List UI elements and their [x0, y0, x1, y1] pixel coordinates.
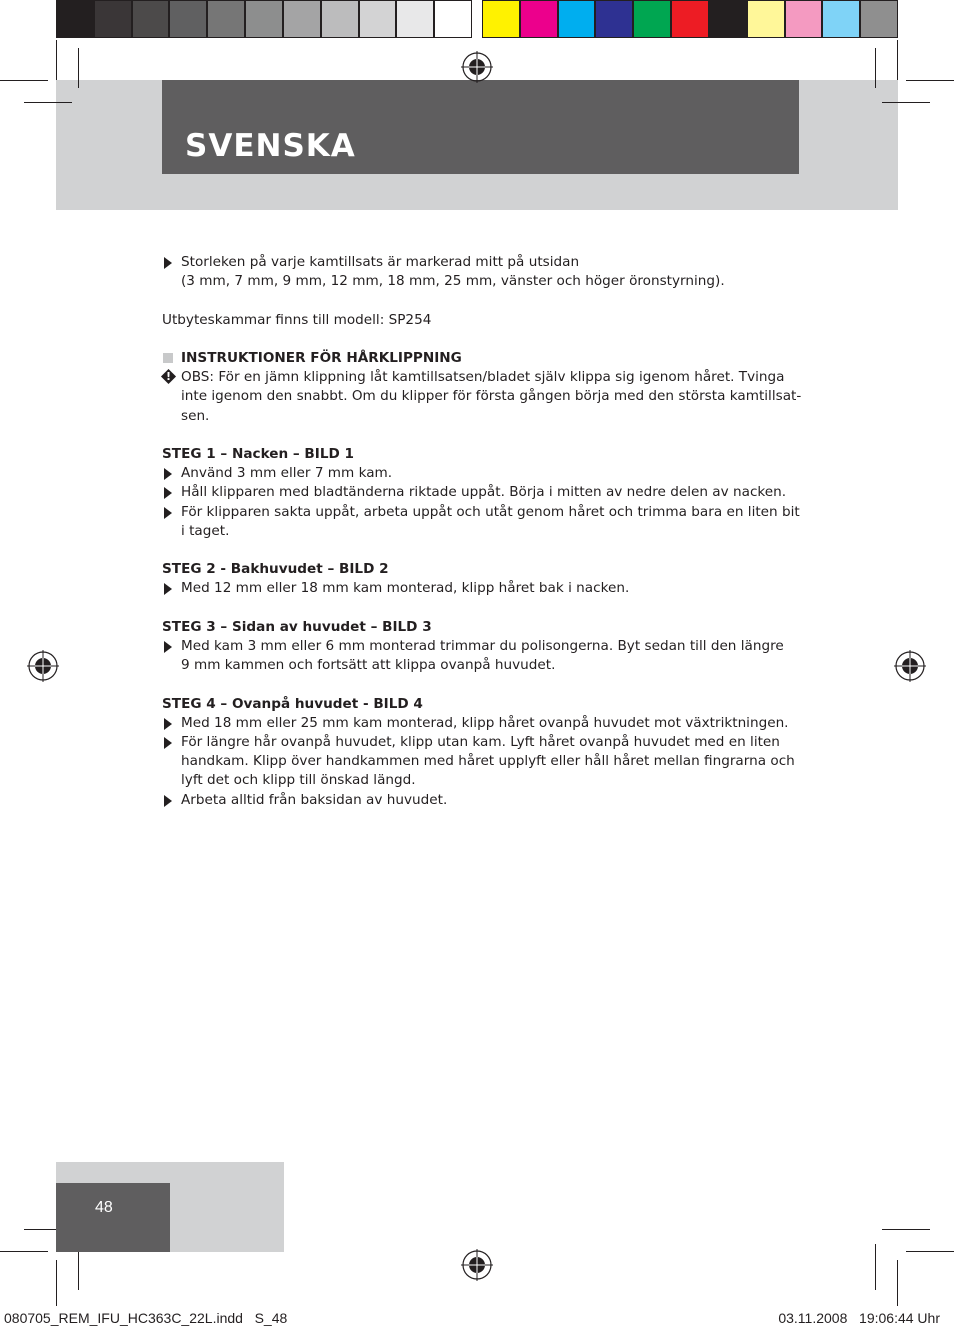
color-swatch — [56, 0, 94, 38]
step4-heading: STEG 4 – Ovanpå huvudet - BILD 4 — [162, 695, 423, 712]
color-swatch — [822, 0, 860, 38]
list-item: Storleken på varje kamtillsats är markerad mitt på utsidan — [162, 253, 802, 272]
replacement-combs-note: Utbyteskammar finns till modell: SP254 — [162, 311, 432, 328]
color-swatch — [434, 0, 472, 38]
color-swatch — [94, 0, 132, 38]
color-swatch — [132, 0, 170, 38]
bullet-arrow-icon — [164, 468, 172, 480]
list-item-continuation: lyft det och klipp till önskad längd. — [181, 772, 416, 789]
color-swatch — [671, 0, 709, 38]
registration-mark-icon — [894, 650, 926, 682]
bullet-arrow-icon — [164, 718, 172, 730]
body-content — [162, 253, 802, 810]
color-swatch — [359, 0, 397, 38]
bullet-arrow-icon — [164, 507, 172, 519]
process-color-bar — [482, 0, 898, 40]
step2-heading: STEG 2 - Bakhuvudet – BILD 2 — [162, 561, 389, 578]
color-swatch — [785, 0, 823, 38]
color-swatch — [396, 0, 434, 38]
list-item-continuation: (3 mm, 7 mm, 9 mm, 12 mm, 18 mm, 25 mm, vänster och höger öronstyrning). — [181, 273, 725, 290]
slug-filename: 080705_REM_IFU_HC363C_22L.indd S_48 — [4, 1310, 288, 1326]
step3-heading: STEG 3 – Sidan av huvudet – BILD 3 — [162, 618, 432, 635]
page-number: 48 — [95, 1199, 113, 1216]
obs-note: ! OBS: För en jämn klippning låt kamtillsatsen/bladet själv klippa sig igenom håret. Tvinga — [162, 368, 802, 387]
registration-mark-icon — [27, 650, 59, 682]
color-swatch — [520, 0, 558, 38]
bullet-arrow-icon — [164, 737, 172, 749]
list-item-continuation: 9 mm kammen och fortsätt att klippa ovanpå huvudet. — [181, 657, 556, 674]
bullet-arrow-icon — [164, 257, 172, 269]
color-swatch — [169, 0, 207, 38]
slug-timestamp: 03.11.2008 19:06:44 Uhr — [778, 1310, 940, 1326]
color-swatch — [633, 0, 671, 38]
bullet-arrow-icon — [164, 641, 172, 653]
list-item-continuation: i taget. — [181, 522, 230, 539]
obs-note-continuation: sen. — [181, 407, 210, 424]
color-swatch — [245, 0, 283, 38]
section-heading: INSTRUKTIONER FÖR HÅRKLIPPNING — [162, 349, 802, 368]
color-swatch — [321, 0, 359, 38]
list-item: För längre hår ovanpå huvudet, klipp utan kam. Lyft håret ovanpå huvudet med en liten — [162, 733, 802, 752]
registration-mark-icon — [461, 51, 493, 83]
bullet-arrow-icon — [164, 583, 172, 595]
list-item: Håll klipparen med bladtänderna riktade uppåt. Börja i mitten av nedre delen av nacken. — [162, 483, 802, 502]
list-item: Använd 3 mm eller 7 mm kam. — [162, 464, 802, 483]
list-item: Med 12 mm eller 18 mm kam monterad, klipp håret bak i nacken. — [162, 579, 802, 598]
color-swatch — [595, 0, 633, 38]
color-swatch — [747, 0, 785, 38]
page-number-box — [56, 1183, 170, 1252]
list-item: För klipparen sakta uppåt, arbeta uppåt och utåt genom håret och trimma bara en liten bit — [162, 503, 802, 522]
square-bullet-icon — [163, 353, 173, 363]
color-swatch — [207, 0, 245, 38]
list-item-continuation: handkam. Klipp över handkammen med håret upplyft eller håll håret mellan fingrarna och — [181, 753, 795, 770]
bullet-arrow-icon — [164, 795, 172, 807]
obs-note-continuation: inte igenom den snabbt. Om du klipper för första gången börja med den största kamtillsat- — [181, 388, 802, 405]
grayscale-color-bar — [56, 0, 472, 40]
list-item: Arbeta alltid från baksidan av huvudet. — [162, 791, 802, 810]
registration-mark-icon — [461, 1249, 493, 1281]
list-item: Med kam 3 mm eller 6 mm monterad trimmar du polisongerna. Byt sedan till den längre — [162, 637, 802, 656]
page-title: SVENSKA — [185, 128, 356, 164]
bullet-arrow-icon — [164, 487, 172, 499]
color-swatch — [482, 0, 520, 38]
color-swatch — [558, 0, 596, 38]
color-swatch — [709, 0, 747, 38]
step1-heading: STEG 1 – Nacken – BILD 1 — [162, 445, 354, 462]
color-swatch — [283, 0, 321, 38]
list-item: Med 18 mm eller 25 mm kam monterad, klipp håret ovanpå huvudet mot växtriktningen. — [162, 714, 802, 733]
color-swatch — [860, 0, 898, 38]
